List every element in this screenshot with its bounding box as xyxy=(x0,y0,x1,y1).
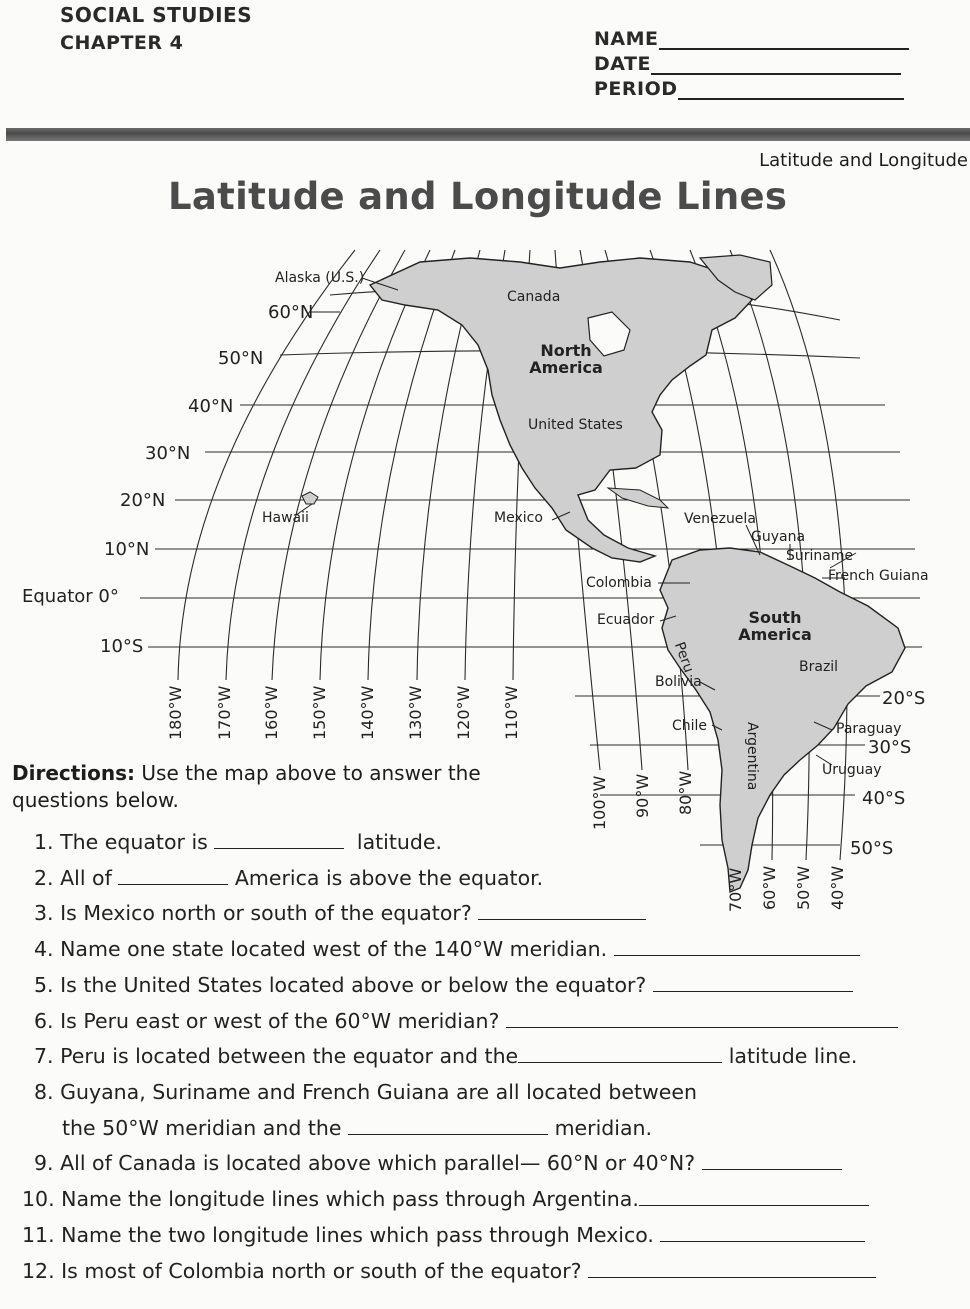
answer-blank-9[interactable] xyxy=(702,1152,842,1170)
question-number: 10. xyxy=(22,1187,55,1211)
lon-label-100w: 100°W xyxy=(590,775,609,830)
question-1 xyxy=(34,830,442,854)
lat-label-30n: 30°N xyxy=(145,443,191,464)
question-text: Is most of Colombia north or south of the equator? xyxy=(61,1259,582,1283)
label-venezuela: Venezuela xyxy=(684,511,756,527)
answer-blank-11[interactable] xyxy=(660,1224,865,1242)
question-text-after: latitude line. xyxy=(728,1044,858,1068)
question-number: 8. xyxy=(34,1080,54,1104)
label-hawaii: Hawaii xyxy=(262,510,309,526)
question-text: Is the United States located above or below the equator? xyxy=(60,973,647,997)
question-12 xyxy=(22,1259,876,1283)
directions xyxy=(12,760,512,814)
question-text-after: meridian. xyxy=(554,1116,653,1140)
lon-line-150w xyxy=(320,250,430,680)
answer-blank-2[interactable] xyxy=(118,867,228,885)
question-number: 4. xyxy=(34,937,54,961)
lat-label-40n: 40°N xyxy=(188,396,234,417)
directions-label: Directions: xyxy=(12,761,136,785)
label-paraguay: Paraguay xyxy=(836,721,902,737)
question-text: Name the two longitude lines which pass through Mexico. xyxy=(61,1223,654,1247)
answer-blank-7[interactable] xyxy=(518,1045,722,1063)
label-south-america: South America xyxy=(738,608,812,644)
lon-label-140w: 140°W xyxy=(358,685,377,740)
question-text: Is Peru east or west of the 60°W meridian? xyxy=(60,1009,500,1033)
question-8 xyxy=(34,1080,697,1104)
question-number: 2. xyxy=(34,866,54,890)
label-peru: Peru xyxy=(670,640,697,675)
label-guyana: Guyana xyxy=(751,529,806,545)
question-11 xyxy=(22,1223,865,1247)
answer-blank-10[interactable] xyxy=(639,1188,869,1206)
lat-label-50n: 50°N xyxy=(218,348,264,369)
lon-label-180w: 180°W xyxy=(166,685,185,740)
label-uruguay: Uruguay xyxy=(822,762,882,778)
question-text-after: America is above the equator. xyxy=(234,866,544,890)
label-north-america: North America xyxy=(529,341,603,377)
question-number: 11. xyxy=(22,1223,55,1247)
question-number: 6. xyxy=(34,1009,54,1033)
hawaii-islands xyxy=(302,492,318,504)
lat-label-equator: Equator 0° xyxy=(22,586,119,607)
question-9 xyxy=(34,1151,842,1175)
lon-label-60w: 60°W xyxy=(760,865,779,910)
lat-label-20n: 20°N xyxy=(120,490,166,511)
lat-label-60n: 60°N xyxy=(268,302,314,323)
question-number: 7. xyxy=(34,1044,54,1068)
answer-blank-1[interactable] xyxy=(214,831,344,849)
label-argentina: Argentina xyxy=(744,722,760,791)
directions-text: Use the map above to answer the questions below. xyxy=(12,761,481,812)
answer-blank-8[interactable] xyxy=(348,1117,548,1135)
lat-label-30s: 30°S xyxy=(868,737,912,758)
question-text: Name the longitude lines which pass through Argentina. xyxy=(61,1187,639,1211)
question-text: Is Mexico north or south of the equator? xyxy=(60,901,472,925)
question-10 xyxy=(22,1187,869,1211)
question-6 xyxy=(34,1009,898,1033)
lon-label-50w: 50°W xyxy=(794,865,813,910)
period-label: PERIOD xyxy=(594,78,678,100)
topic-label: Latitude and Longitude xyxy=(759,150,968,171)
question-5 xyxy=(34,973,853,997)
answer-blank-6[interactable] xyxy=(506,1010,898,1028)
chapter-label: CHAPTER 4 xyxy=(60,32,184,54)
label-suriname: Suriname xyxy=(786,548,854,564)
name-label: NAME xyxy=(594,28,659,50)
lat-label-20s: 20°S xyxy=(882,688,926,709)
lon-label-90w: 90°W xyxy=(633,773,652,818)
label-ecuador: Ecuador xyxy=(597,612,655,628)
question-8-continued xyxy=(62,1116,652,1140)
lon-label-160w: 160°W xyxy=(262,685,281,740)
question-number: 9. xyxy=(34,1151,54,1175)
lon-label-120w: 120°W xyxy=(454,685,473,740)
question-text: All of Canada is located above which parallel— 60°N or 40°N? xyxy=(60,1151,696,1175)
question-text-after: latitude. xyxy=(356,830,443,854)
label-mexico: Mexico xyxy=(494,510,543,526)
lat-label-50s: 50°S xyxy=(850,838,894,859)
question-number: 12. xyxy=(22,1259,55,1283)
lon-line-180w xyxy=(178,250,355,680)
label-united-states: United States xyxy=(528,417,623,433)
lon-label-130w: 130°W xyxy=(406,685,425,740)
label-alaska: Alaska (U.S.) xyxy=(275,270,365,286)
lon-label-70w: 70°W xyxy=(726,867,745,912)
label-bolivia: Bolivia xyxy=(655,674,702,690)
lon-label-110w: 110°W xyxy=(502,685,521,740)
lon-label-80w: 80°W xyxy=(676,770,695,815)
question-number: 3. xyxy=(34,901,54,925)
question-7 xyxy=(34,1044,857,1068)
lon-label-150w: 150°W xyxy=(310,685,329,740)
lon-label-170w: 170°W xyxy=(215,685,234,740)
question-text: the 50°W meridian and the xyxy=(62,1116,342,1140)
question-text: Guyana, Suriname and French Guiana are all located between xyxy=(60,1080,698,1104)
question-text: Peru is located between the equator and the xyxy=(60,1044,519,1068)
subject-label: SOCIAL STUDIES xyxy=(60,3,253,27)
lon-label-40w: 40°W xyxy=(828,865,847,910)
lon-line-140w xyxy=(368,250,455,680)
question-number: 1. xyxy=(34,830,54,854)
question-text: Name one state located west of the 140°W meridian. xyxy=(60,937,608,961)
answer-blank-4[interactable] xyxy=(614,938,860,956)
lat-label-10n: 10°N xyxy=(104,539,150,560)
question-text: The equator is xyxy=(60,830,208,854)
question-text: All of xyxy=(60,866,112,890)
lat-label-10s: 10°S xyxy=(100,636,144,657)
label-french-guiana: French Guiana xyxy=(828,568,929,584)
label-chile: Chile xyxy=(672,718,708,734)
question-number: 5. xyxy=(34,973,54,997)
label-brazil: Brazil xyxy=(799,659,839,675)
question-2 xyxy=(34,866,543,890)
answer-blank-12[interactable] xyxy=(588,1260,876,1278)
label-colombia: Colombia xyxy=(586,575,652,591)
lat-label-40s: 40°S xyxy=(862,788,906,809)
label-canada: Canada xyxy=(507,289,561,305)
question-4 xyxy=(34,937,860,961)
date-label: DATE xyxy=(594,53,651,75)
page-title: Latitude and Longitude Lines xyxy=(168,175,788,218)
answer-blank-5[interactable] xyxy=(653,974,853,992)
answer-blank-3[interactable] xyxy=(478,902,646,920)
question-3 xyxy=(34,901,646,925)
